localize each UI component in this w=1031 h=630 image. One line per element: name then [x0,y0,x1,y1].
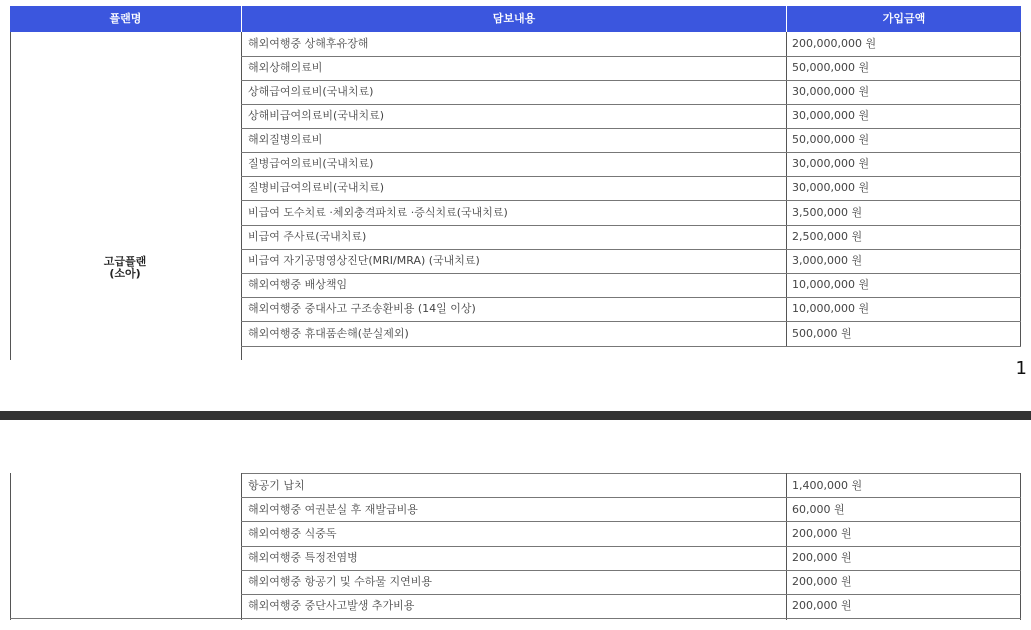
header-amount: 가입금액 [882,12,926,25]
coverage-cell: 항공기 납치 [248,479,305,492]
coverage-cell: 해외여행중 배상책임 [248,278,348,291]
coverage-cell: 해외여행중 항공기 및 수하물 지연비용 [248,575,433,588]
coverage-table-page-2 [10,473,1021,620]
plan-name: 고급플랜 [103,255,147,268]
coverage-cell: 해외여행중 중대사고 구조송환비용 (14일 이상) [248,302,476,315]
coverage-cell: 해외여행중 중단사고발생 추가비용 [248,599,415,612]
coverage-cell: 비급여 도수치료 ·체외충격파치료 ·증식치료(국내치료) [248,206,508,219]
amount-cell: 10,000,000 원 [792,302,870,315]
coverage-cell: 질병급여의료비(국내치료) [248,157,374,170]
page-number: 1 [1015,358,1027,379]
amount-cell: 50,000,000 원 [792,133,870,146]
grid-line [241,32,242,360]
grid-line [10,618,1021,619]
amount-cell: 3,000,000 원 [792,254,863,267]
coverage-cell: 해외여행중 여권분실 후 재발급비용 [248,503,418,516]
table-header [10,6,1021,32]
grid-line [241,346,1021,347]
amount-cell: 3,500,000 원 [792,206,863,219]
amount-cell: 200,000 원 [792,527,852,540]
header-coverage: 담보내용 [492,12,536,25]
amount-cell: 500,000 원 [792,327,852,340]
header-plan-name: 플랜명 [109,12,142,25]
amount-cell: 2,500,000 원 [792,230,863,243]
coverage-cell: 비급여 주사료(국내치료) [248,230,367,243]
amount-cell: 200,000 원 [792,551,852,564]
amount-cell: 200,000 원 [792,575,852,588]
coverage-cell: 해외여행중 특정전염병 [248,551,358,564]
plan-subtitle: (소아) [109,267,141,280]
grid-line [10,32,11,360]
coverage-cell: 해외여행중 상해후유장해 [248,37,369,50]
amount-cell: 1,400,000 원 [792,479,863,492]
page-divider [0,411,1031,420]
amount-cell: 30,000,000 원 [792,181,870,194]
coverage-cell: 해외질병의료비 [248,133,323,146]
coverage-cell: 해외여행중 식중독 [248,527,337,540]
amount-cell: 30,000,000 원 [792,109,870,122]
coverage-cell: 해외여행중 휴대품손해(분실제외) [248,327,409,340]
amount-cell: 60,000 원 [792,503,845,516]
coverage-cell: 비급여 자기공명영상진단(MRI/MRA) (국내치료) [248,254,480,267]
coverage-cell: 질병비급여의료비(국내치료) [248,181,385,194]
plan-name-cell [10,256,240,280]
amount-cell: 200,000 원 [792,599,852,612]
amount-cell: 30,000,000 원 [792,85,870,98]
amount-cell: 50,000,000 원 [792,61,870,74]
amount-cell: 30,000,000 원 [792,157,870,170]
coverage-cell: 상해급여의료비(국내치료) [248,85,374,98]
grid-line [10,473,11,620]
amount-cell: 200,000,000 원 [792,37,877,50]
coverage-cell: 해외상해의료비 [248,61,323,74]
coverage-cell: 상해비급여의료비(국내치료) [248,109,385,122]
coverage-table-page-1 [10,6,1021,360]
amount-cell: 10,000,000 원 [792,278,870,291]
